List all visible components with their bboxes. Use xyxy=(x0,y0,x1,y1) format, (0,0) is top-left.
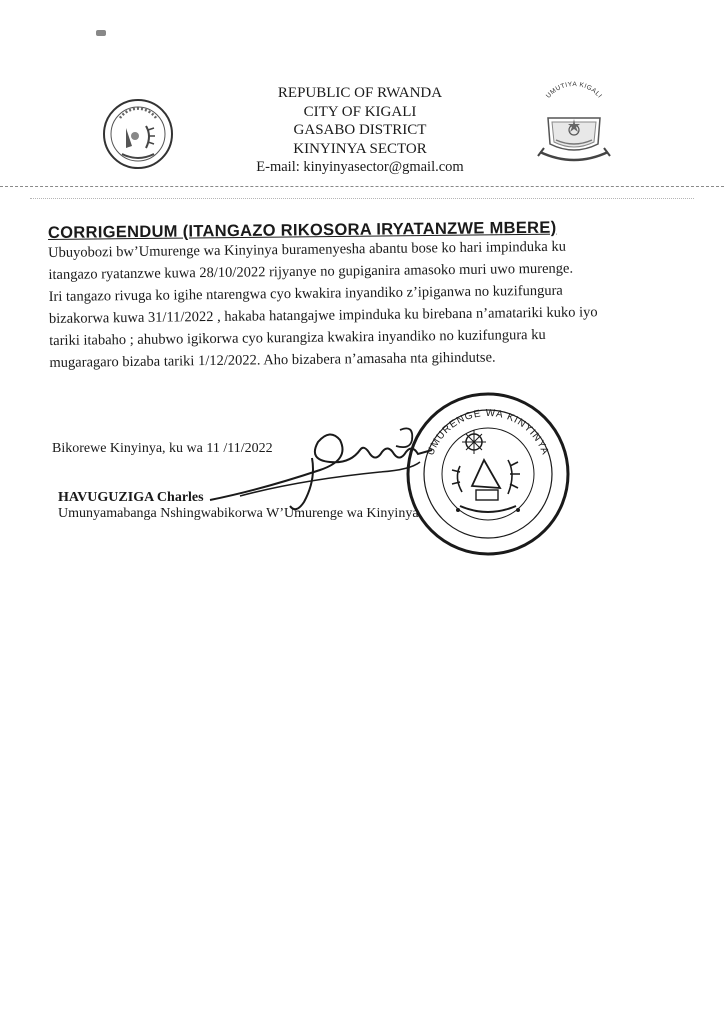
body-line: bizakorwa kuwa 31/11/2022 , hakaba hatangajwe impinduka ku birebana n’amatariki kuko iyo xyxy=(48,304,598,327)
letterhead-country: REPUBLIC OF RWANDA xyxy=(277,85,443,101)
official-stamp xyxy=(404,390,572,558)
letterhead-sector: KINYINYA SECTOR xyxy=(293,140,427,157)
svg-text:UMURENGE WA KINYINYA xyxy=(425,408,550,457)
signer-title: Umunyamabanga Nshingwabikorwa W’Umurenge wa Kinyinya xyxy=(58,506,419,521)
letterhead-district: GASABO DISTRICT xyxy=(293,122,427,138)
letterhead-email: E-mail: kinyinyasector@gmail.com xyxy=(256,159,464,175)
kigali-city-emblem xyxy=(528,78,620,170)
header-divider-secondary xyxy=(30,198,694,199)
rwanda-seal-emblem xyxy=(102,98,174,170)
body-line: tariki itabaho ; ahubwo igikorwa cyo kurangiza kwakira inyandiko no kuzifungura ku xyxy=(49,326,546,349)
header-divider xyxy=(0,186,724,187)
body-line: Ubuyobozi bw’Umurenge wa Kinyinya buramenyesha abantu bose ko hari impinduka ku xyxy=(48,238,567,261)
body-line: itangazo ryatanzwe kuwa 28/10/2022 rijyanye no gupiganira amasoko muri uwo murenge. xyxy=(48,260,574,283)
letterhead xyxy=(240,84,480,177)
scan-mark xyxy=(96,30,106,36)
stamp-ring-text: UMURENGE WA KINYINYA xyxy=(425,407,551,457)
document-title: CORRIGENDUM (ITANGAZO RIKOSORA IRYATANZWE MBERE) xyxy=(47,218,557,242)
body-line: Iri tangazo rivuga ko igihe ntarengwa cyo kwakira inyandiko z’ipiganwa no kuzifungura xyxy=(48,282,563,305)
place-and-date: Bikorewe Kinyinya, ku wa 11 /11/2022 xyxy=(52,441,273,456)
notice-body xyxy=(48,235,650,374)
letterhead-city: CITY OF KIGALI xyxy=(303,103,417,120)
signer-name: HAVUGUZIGA Charles xyxy=(58,490,204,505)
body-line: mugaragaro bizaba tariki 1/12/2022. Aho bizabera n’amasaha nta gihindutse. xyxy=(49,349,496,371)
emblem-right-text: UMUTIYA KIGALI xyxy=(544,80,604,100)
svg-text:UMUTIYA KIGALI xyxy=(545,81,603,100)
